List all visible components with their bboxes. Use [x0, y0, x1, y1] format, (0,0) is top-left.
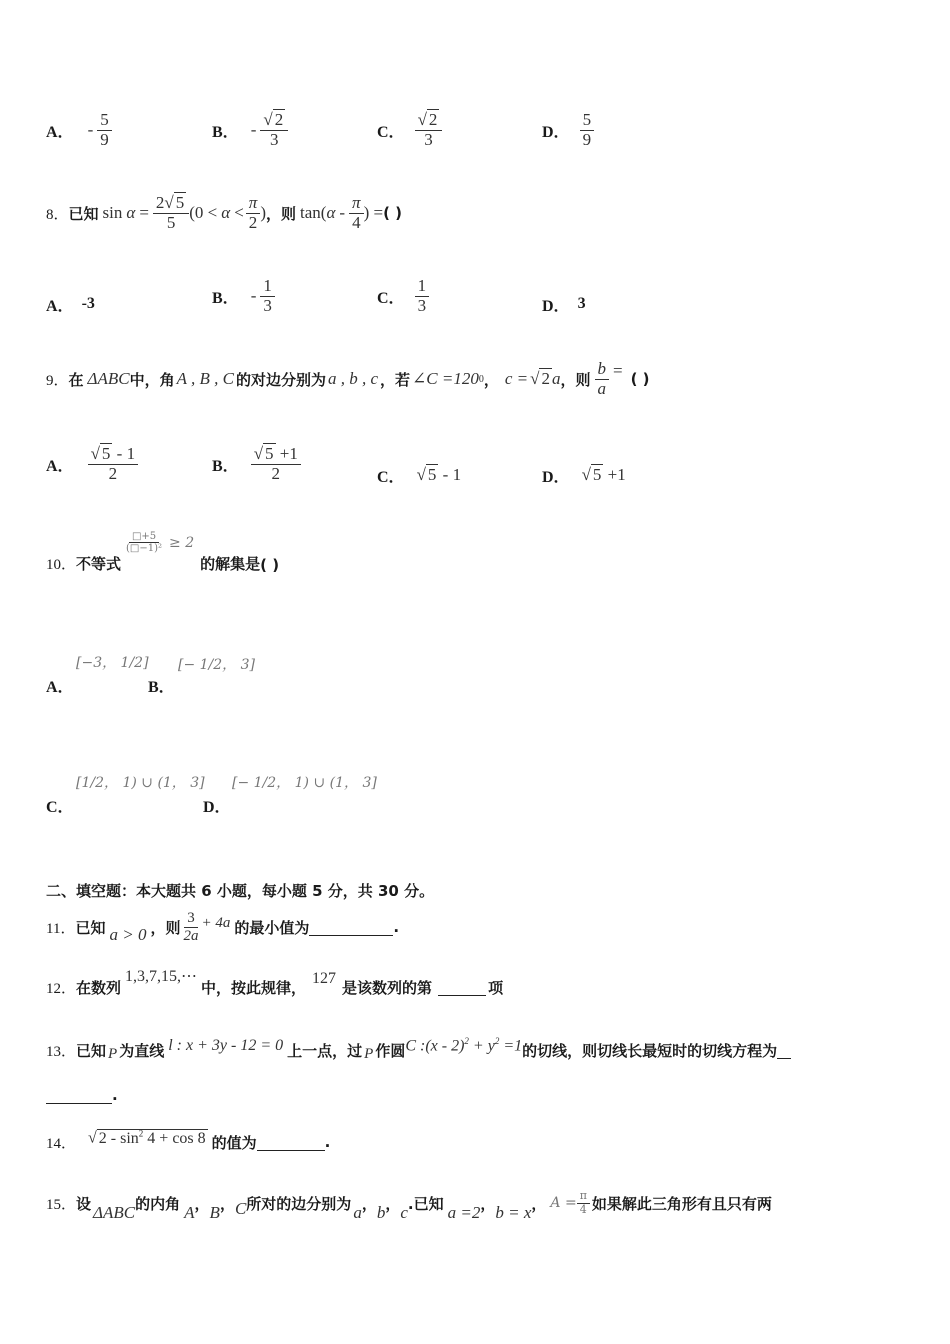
line-equation: l : x + 3y - 12 = 0: [168, 1037, 284, 1054]
q15: [46, 1180, 772, 1226]
answer-blank[interactable]: [257, 1134, 325, 1151]
question-text: 的解集是: [200, 555, 261, 573]
q10-option-a-value: [−3， 1/2]: [76, 655, 149, 671]
comma: ，: [194, 1194, 210, 1213]
option-label: A．: [46, 457, 74, 475]
answer-paren: ( ): [630, 370, 650, 388]
expression-rest: +1: [603, 465, 626, 484]
side-a: a: [353, 1203, 362, 1222]
fraction: [246, 194, 261, 232]
q9-option-a: [46, 438, 138, 490]
minus-sign: -: [250, 286, 257, 305]
question-text: 中，按此规律，: [201, 979, 307, 997]
question-text: ，则: [560, 370, 591, 389]
option-label: C．: [377, 468, 405, 486]
q9-option-b: [212, 438, 301, 490]
alpha: α: [326, 203, 336, 222]
q7-option-d: [542, 106, 594, 154]
fraction: [415, 277, 430, 315]
question-number: 13．: [46, 1043, 77, 1060]
numerator: 5: [580, 111, 595, 131]
coefficient: 2: [155, 192, 165, 212]
condition-close: ): [260, 203, 266, 222]
side-c: c: [400, 1203, 408, 1222]
option-label: A．: [46, 679, 74, 696]
numerator: π: [246, 194, 261, 214]
angle-c: C: [234, 1199, 247, 1218]
degree-superscript: 0: [478, 373, 484, 385]
q10-option-d-value: [− 1/2， 1) ∪ (1， 3]: [232, 775, 377, 791]
square-superscript: 2: [138, 1128, 144, 1139]
q14: [46, 1120, 330, 1156]
value: 127: [312, 970, 337, 987]
expression-part: 4 + cos 8: [143, 1129, 206, 1147]
q7-option-a: [46, 106, 112, 154]
question-text: 在: [68, 370, 84, 389]
q8-option-a: [46, 292, 95, 316]
radicand: 5: [265, 443, 274, 463]
numerator-rest: - 1: [112, 443, 136, 463]
denominator: 3: [263, 295, 272, 315]
radicand: 5: [427, 465, 437, 484]
sqrt-expression: √ 5 - 1: [416, 465, 462, 484]
comma: ，: [531, 1194, 547, 1213]
q11: [46, 904, 399, 950]
radicand: 2: [541, 369, 550, 388]
q10-option-a: [46, 674, 74, 696]
alpha: α: [126, 203, 136, 222]
question-text: 上一点，过: [287, 1041, 363, 1060]
question-text: 如果解此三角形有且只有两: [591, 1194, 772, 1213]
question-text: 的最小值为: [234, 918, 310, 937]
question-text: 为直线: [119, 1041, 165, 1060]
q12: [46, 962, 503, 1002]
q7-option-b: [212, 104, 288, 156]
side-b: b: [376, 1203, 386, 1222]
denominator: 3: [424, 129, 433, 149]
question-number: 8．: [46, 206, 69, 223]
question-text: ，若: [380, 370, 411, 389]
tan-label: tan(: [300, 203, 327, 222]
point-p: P: [364, 1045, 374, 1062]
question-text: .已知: [407, 1194, 444, 1213]
answer-blank[interactable]: [438, 979, 486, 996]
denominator: 5: [166, 212, 176, 232]
option-label: C．: [377, 289, 405, 307]
numerator-rest: +1: [275, 443, 298, 463]
fraction: [580, 111, 595, 149]
denominator: 3: [417, 295, 427, 315]
q8-option-d: [542, 292, 586, 316]
circle-term: =1: [499, 1037, 523, 1055]
circle-equation: [405, 1036, 522, 1055]
numerator: 1: [260, 277, 275, 297]
question-text: 中，角: [129, 370, 175, 389]
option-label: D．: [542, 297, 570, 315]
question-text: 所对的边分别为: [246, 1194, 352, 1213]
numerator: 1: [415, 277, 430, 297]
question-text: 的切线，则切线长最短时的切线方程为: [522, 1041, 778, 1060]
less-than: <: [234, 203, 244, 222]
comma: ，: [219, 1194, 235, 1213]
question-text: 的内角: [135, 1194, 181, 1213]
equals: =: [613, 361, 623, 380]
circle-term: (x - 2): [425, 1037, 465, 1055]
minus-sign: -: [339, 203, 346, 222]
q8-option-b: [212, 272, 275, 320]
point-p: P: [108, 1045, 118, 1062]
equals: =: [139, 203, 149, 222]
answer-paren: ( ): [383, 204, 403, 222]
sin-label: sin: [102, 203, 123, 222]
q10-option-b: [148, 674, 175, 696]
fraction: [251, 445, 301, 483]
question-text: ，则: [150, 918, 181, 937]
comma: ，: [480, 1194, 496, 1213]
radicand: 2: [274, 109, 284, 129]
numerator: √ 5 +1: [251, 445, 301, 465]
q10-stem: [46, 524, 279, 578]
numerator: □+5: [129, 531, 159, 543]
question-text: 在数列: [76, 979, 122, 997]
question-text: ，: [483, 370, 499, 389]
fraction: [97, 111, 112, 149]
alpha: α: [221, 203, 231, 222]
answer-blank[interactable]: [309, 919, 393, 936]
comma: ，: [385, 1194, 401, 1213]
option-value: 3: [577, 295, 586, 312]
denominator: 4: [352, 212, 361, 232]
q8-stem: [46, 186, 402, 240]
comma: ，: [361, 1194, 377, 1213]
answer-blank-start[interactable]: [777, 1042, 791, 1059]
fraction: [577, 1190, 590, 1215]
numerator: π: [349, 194, 364, 214]
minus-sign: -: [87, 120, 94, 139]
angle-a: A: [184, 1203, 195, 1222]
denominator: 4: [579, 1202, 587, 1216]
denominator: 2a: [183, 927, 199, 944]
condition-side: c =: [504, 369, 529, 388]
denominator: 9: [100, 129, 109, 149]
radicand: 5: [101, 443, 111, 463]
option-value: -3: [81, 295, 95, 312]
question-number: 12．: [46, 981, 77, 997]
q7-option-c: [377, 104, 442, 156]
condition-angle: A =: [550, 1195, 577, 1211]
option-label: D．: [542, 468, 570, 486]
denominator: 2: [248, 212, 258, 232]
question-text: 已知: [75, 918, 106, 937]
inequality-rhs: ≥ 2: [169, 534, 195, 551]
option-label: D．: [542, 123, 570, 141]
section-title: 二、填空题：本大题共 6 小题，每小题 5 分，共 30 分。: [46, 882, 435, 900]
sqrt-expression: √ 5 +1: [581, 465, 626, 484]
circle-term: + y: [468, 1037, 495, 1055]
question-text: 项: [488, 979, 504, 997]
option-label: B．: [212, 457, 239, 475]
q10-option-c-value: [1/2， 1) ∪ (1， 3]: [76, 775, 205, 791]
answer-blank-end[interactable]: [46, 1087, 112, 1104]
question-number: 14．: [46, 1135, 77, 1152]
option-label: C．: [46, 799, 74, 816]
condition-angle: ∠C =120: [412, 369, 479, 388]
numerator: 5: [97, 111, 112, 131]
question-text: 作圆: [375, 1041, 406, 1060]
q13-continued: [46, 1086, 118, 1104]
q9-option-d: [542, 462, 626, 488]
radicand: [97, 1129, 208, 1147]
sides: a , b , c: [327, 369, 379, 388]
fraction: [88, 445, 139, 483]
question-text: 设: [76, 1194, 92, 1213]
inequality-image: [123, 531, 194, 554]
question-text: 的值为: [211, 1133, 257, 1152]
fraction: [349, 194, 364, 232]
numerator: b: [595, 360, 610, 380]
q9-stem: [46, 352, 650, 406]
condition-b: b = x: [495, 1203, 532, 1222]
question-number: 11．: [46, 920, 76, 937]
expression-rest: - 1: [438, 465, 462, 484]
option-label: B．: [212, 289, 239, 307]
sqrt-sign: √ 2: [530, 369, 550, 388]
q10-option-d: [203, 794, 231, 816]
q10-option-b-value: [− 1/2， 3]: [178, 657, 255, 673]
denominator: (□−1)²: [126, 543, 163, 554]
condition-open: (0 <: [189, 203, 218, 222]
condition: a > 0: [109, 925, 147, 944]
fraction: [260, 111, 288, 149]
radicand: 5: [592, 465, 602, 484]
option-label: D．: [203, 799, 231, 816]
tan-close: ) =: [363, 203, 384, 222]
square-superscript: 2: [464, 1036, 469, 1047]
q8-option-c: [377, 272, 429, 320]
option-label: A．: [46, 297, 74, 315]
numerator: √ 2: [260, 111, 288, 131]
numerator: 3: [184, 910, 198, 928]
denominator: a: [597, 378, 606, 398]
numerator: π: [577, 1190, 590, 1203]
q13: [46, 1026, 791, 1066]
angle-b: B: [209, 1203, 220, 1222]
question-number: 9．: [46, 372, 69, 389]
answer-paren: ( ): [260, 556, 280, 574]
period: .: [393, 918, 400, 936]
sequence: 1,3,7,15,⋯: [125, 968, 198, 985]
numerator: √ 5 - 1: [88, 445, 139, 465]
q10-option-c: [46, 794, 74, 816]
fraction: [153, 194, 189, 232]
numerator: 2√ 5: [153, 194, 189, 214]
question-text: 已知: [76, 1041, 107, 1060]
question-text: ，则: [265, 204, 296, 223]
variable: a: [551, 369, 561, 388]
sqrt-expression: √ $2 - \sin^2 4 + \cos 8$: [88, 1128, 206, 1147]
question-text: 已知: [68, 204, 99, 223]
question-text: 不等式: [76, 555, 122, 573]
option-label: C．: [377, 123, 405, 141]
q9-option-c: [377, 462, 461, 488]
circle-label: C :: [405, 1037, 426, 1055]
period: .: [112, 1086, 118, 1104]
expression-part: 2 - sin: [98, 1129, 139, 1147]
option-label: B．: [148, 679, 175, 696]
fraction: [415, 111, 443, 149]
expression-rest: + 4a: [201, 914, 231, 931]
angles: A , B , C: [176, 369, 234, 388]
radicand: 2: [428, 109, 438, 129]
question-number: 15．: [46, 1196, 77, 1213]
option-label: A．: [46, 123, 74, 141]
fraction: [260, 277, 275, 315]
fraction: [123, 531, 165, 554]
denominator: 2: [108, 463, 118, 483]
radicand: 5: [175, 192, 185, 212]
numerator: √ 2: [415, 111, 443, 131]
denominator: 9: [582, 129, 592, 149]
triangle-name: ΔABC: [93, 1203, 136, 1222]
square-superscript: 2: [494, 1036, 500, 1047]
option-label: B．: [212, 123, 239, 141]
question-number: 10．: [46, 557, 77, 573]
question-text: 是该数列的第: [342, 979, 433, 997]
triangle-name: ΔABC: [87, 369, 130, 388]
denominator: 3: [270, 129, 279, 149]
minus-sign: -: [250, 120, 257, 139]
fraction: [595, 360, 610, 398]
condition-a: a =2: [447, 1203, 481, 1222]
fraction: [180, 910, 201, 944]
question-text: 的对边分别为: [235, 370, 326, 389]
period: .: [324, 1133, 331, 1151]
denominator: 2: [271, 463, 281, 483]
